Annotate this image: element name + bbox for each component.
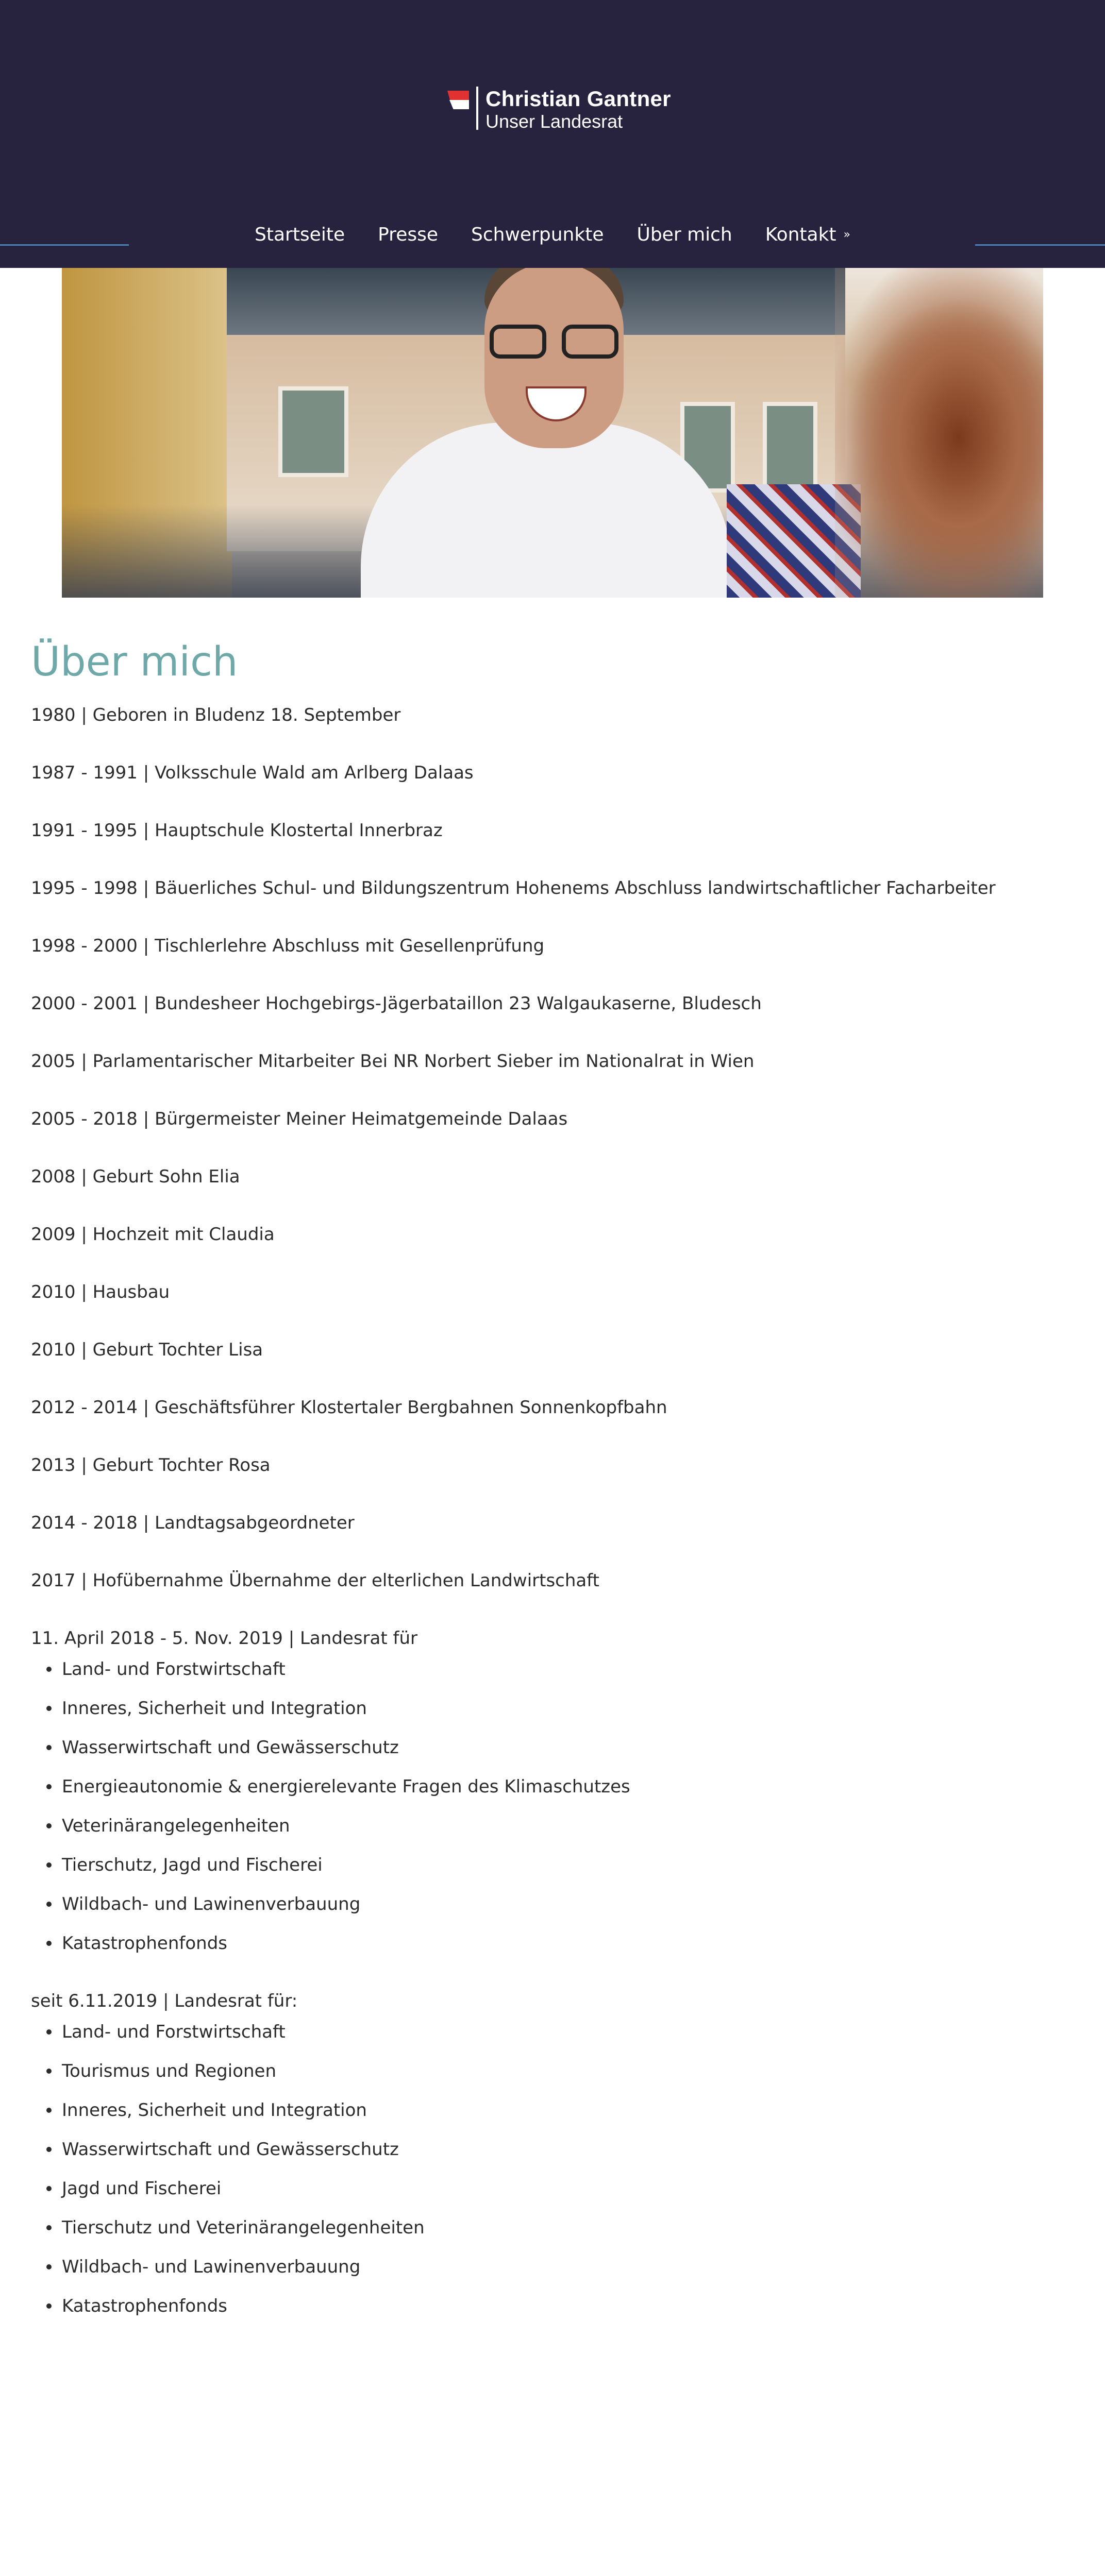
term2-heading: seit 6.11.2019 | Landesrat für: xyxy=(31,1991,298,2011)
timeline-entry: 1987 - 1991 | Volksschule Wald am Arlberg Dalaas xyxy=(31,762,474,783)
list-item: Tierschutz, Jagd und Fischerei xyxy=(46,1853,1062,1877)
list-item: Energieautonomie & energierelevante Fragen des Klimaschutzes xyxy=(46,1774,1062,1799)
timeline-entry: 2013 | Geburt Tochter Rosa xyxy=(31,1455,271,1476)
timeline-entry: 2000 - 2001 | Bundesheer Hochgebirgs-Jägerbataillon 23 Walgaukaserne, Bludesch xyxy=(31,993,762,1014)
timeline-entry: 1991 - 1995 | Hauptschule Klostertal Innerbraz xyxy=(31,820,443,841)
page-title: Über mich xyxy=(31,639,238,685)
logo-name: Christian Gantner xyxy=(485,87,671,111)
list-item: Land- und Forstwirtschaft xyxy=(46,2020,1062,2044)
list-item: Wildbach- und Lawinenverbauung xyxy=(46,2255,1062,2279)
nav-item-schwerpunkte[interactable]: Schwerpunkte xyxy=(471,224,604,245)
logo-subtitle: Unser Landesrat xyxy=(485,111,623,132)
nav-item-kontakt-label: Kontakt xyxy=(765,224,836,245)
list-item: Katastrophenfonds xyxy=(46,1931,1062,1956)
site-logo[interactable] xyxy=(447,87,671,132)
list-item: Inneres, Sicherheit und Integration xyxy=(46,1696,1062,1721)
nav-item-startseite[interactable]: Startseite xyxy=(254,224,345,245)
timeline xyxy=(31,703,1062,2318)
list-item: Land- und Forstwirtschaft xyxy=(46,1657,1062,1682)
list-item: Katastrophenfonds xyxy=(46,2294,1062,2318)
list-item: Wasserwirtschaft und Gewässerschutz xyxy=(46,2137,1062,2162)
term1-heading: 11. April 2018 - 5. Nov. 2019 | Landesrat für xyxy=(31,1628,417,1649)
timeline-entry: 2012 - 2014 | Geschäftsführer Klostertaler Bergbahnen Sonnenkopfbahn xyxy=(31,1397,667,1418)
list-item: Inneres, Sicherheit und Integration xyxy=(46,2098,1062,2123)
hero-photo xyxy=(62,268,1043,598)
main-navigation xyxy=(0,216,1105,252)
nav-item-kontakt[interactable] xyxy=(765,224,850,245)
list-item: Wasserwirtschaft und Gewässerschutz xyxy=(46,1735,1062,1760)
vorarlberg-flag-icon xyxy=(447,91,469,109)
list-item: Jagd und Fischerei xyxy=(46,2176,1062,2201)
timeline-entry: 2017 | Hofübernahme Übernahme der elterlichen Landwirtschaft xyxy=(31,1570,599,1591)
term1-duties-list xyxy=(46,1657,1062,1956)
list-item: Tourismus und Regionen xyxy=(46,2059,1062,2083)
site-header xyxy=(0,0,1105,268)
timeline-entry: 2010 | Hausbau xyxy=(31,1282,170,1302)
timeline-entry: 2005 - 2018 | Bürgermeister Meiner Heimatgemeinde Dalaas xyxy=(31,1109,568,1129)
double-chevron-down-icon[interactable]: » xyxy=(843,228,851,241)
list-item: Wildbach- und Lawinenverbauung xyxy=(46,1892,1062,1917)
list-item: Veterinärangelegenheiten xyxy=(46,1814,1062,1838)
timeline-entry: 1998 - 2000 | Tischlerlehre Abschluss mit Gesellenprüfung xyxy=(31,936,545,956)
nav-item-ueber-mich[interactable]: Über mich xyxy=(637,224,732,245)
timeline-entry: 2008 | Geburt Sohn Elia xyxy=(31,1166,240,1187)
timeline-entry: 2010 | Geburt Tochter Lisa xyxy=(31,1340,263,1360)
timeline-entry: 1995 - 1998 | Bäuerliches Schul- und Bildungszentrum Hohenems Abschluss landwirtschaftlicher Facharbeiter xyxy=(31,878,996,899)
timeline-entry: 2009 | Hochzeit mit Claudia xyxy=(31,1224,275,1245)
term2-duties-list xyxy=(46,2020,1062,2318)
main-content xyxy=(31,634,1062,2351)
timeline-entry: 2014 - 2018 | Landtagsabgeordneter xyxy=(31,1513,355,1533)
timeline-entry: 2005 | Parlamentarischer Mitarbeiter Bei NR Norbert Sieber im Nationalrat in Wien xyxy=(31,1051,755,1072)
list-item: Tierschutz und Veterinärangelegenheiten xyxy=(46,2215,1062,2240)
nav-item-presse[interactable]: Presse xyxy=(378,224,439,245)
logo-divider xyxy=(476,87,478,130)
timeline-entry: 1980 | Geboren in Bludenz 18. September xyxy=(31,705,401,725)
